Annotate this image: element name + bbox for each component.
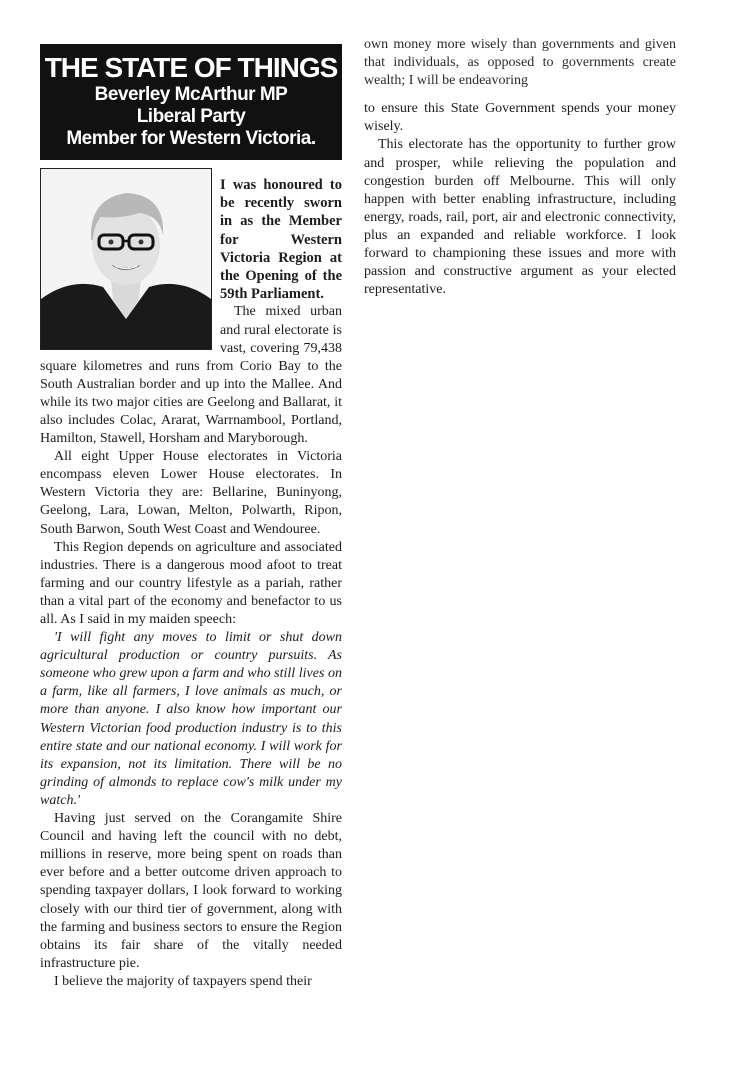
left-column	[40, 44, 342, 991]
masthead-party: Liberal Party	[136, 106, 246, 127]
article-body-left	[40, 168, 342, 991]
right-column	[364, 36, 676, 299]
masthead-title: THE STATE OF THINGS	[44, 52, 338, 83]
article-paragraph: I believe the majority of taxpayers spend their	[54, 973, 312, 989]
article-paragraph: This electorate has the opportunity to further grow and prosper, while relieving the population and congestion burden off Melbourne. This will only happen with better enabling infrastructure, including energy, roads, rail, port, air and electronic connectivity, plus an expanded and reliable workforce. I look forward to championing these issues and more with passion and constructive argument as your elected representative.	[364, 137, 676, 298]
article-lead: I was honoured to be recently sworn in as the Member for Western Victoria Region at the Opening of the 59th Parliament.	[220, 177, 342, 303]
article-paragraph: to ensure this State Government spends your money wisely.	[364, 101, 676, 135]
masthead	[40, 44, 342, 160]
column-gap	[364, 90, 676, 100]
article-quote: 'I will fight any moves to limit or shut down agricultural production or country pursuits. As someone who grew upon a farm and who still lives on a farm, like all farmers, I love animals as much, or more than anyone. I also know how important our Western Victorian food production industry is to this entire state and our national economy. I will work for its expansion, not its limitation. There will be no grinding of almonds to replace cow's milk under my watch.'	[40, 630, 342, 808]
portrait-image	[41, 169, 211, 349]
portrait-photo	[40, 168, 212, 350]
article-paragraph: own money more wisely than governments and given that individuals, as opposed to governments create wealth; I will be endeavoring	[364, 37, 676, 89]
article-paragraph: Having just served on the Corangamite Shire Council and having left the council with no debt, millions in reserve, more being spent on roads than ever before and a better outcome driven approach to spending taxpayer dollars, I look forward to working closely with our third tier of government, along with the farming and business sectors to ensure the Region obtains its fair share of the vitally needed infrastructure pie.	[40, 811, 342, 971]
masthead-role: Member for Western Victoria.	[66, 128, 316, 149]
article-paragraph: All eight Upper House electorates in Victoria encompass eleven Lower House electorates. In Western Victoria they are: Bellarine, Buninyong, Geelong, Lara, Lowan, Melton, Polwarth, Ripon, South Barwon, South West Coast and Wendouree.	[40, 449, 342, 537]
article-paragraph: The mixed urban and rural electorate is vast, covering 79,438 square kilometres and runs from Corio Bay to the South Australian border and up into the Mallee. And while its two major cities are Geelong and Ballarat, it also includes Colac, Ararat, Warrnambool, Portland, Hamilton, Stawell, Horsham and Maryborough.	[40, 304, 342, 447]
masthead-name: Beverley McArthur MP	[94, 84, 288, 105]
article-paragraph: This Region depends on agriculture and associated industries. There is a dangerous mood afoot to treat farming and our country lifestyle as a pariah, rather than a vital part of the economy and benefactor to us all. As I said in my maiden speech:	[40, 539, 342, 628]
